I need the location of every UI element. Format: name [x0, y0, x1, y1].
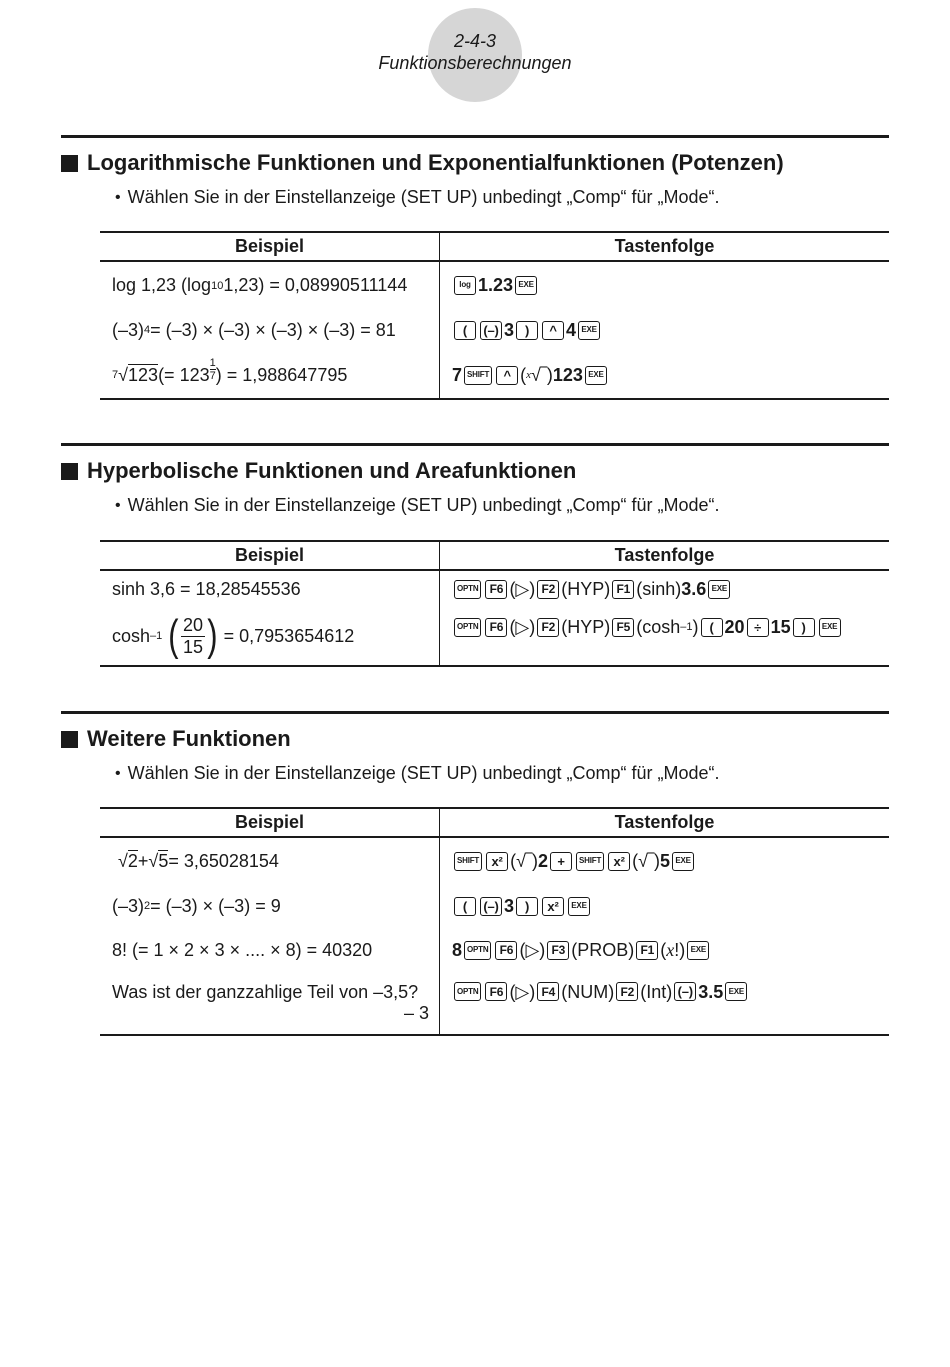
optn-key: OPTN — [454, 982, 481, 1001]
square-bullet-icon — [61, 463, 78, 480]
right-paren-key: ) — [516, 897, 538, 916]
section-note: Wählen Sie in der Einstellanzeige (SET UP) unbedingt „Comp“ für „Mode“. — [127, 495, 720, 515]
exe-key: EXE — [672, 852, 694, 871]
keys-row: ( (–) 3 ) x² EXE — [440, 884, 889, 928]
column-header-example: Beispiel — [100, 809, 440, 836]
section-hyperbolic: Hyperbolische Funktionen und Areafunktionen • Wählen Sie in der Einstellanzeige (SET UP) unbedingt „Comp“ für „Mode“. — [61, 443, 889, 516]
right-paren-key: ) — [793, 618, 815, 637]
section-note: Wählen Sie in der Einstellanzeige (SET UP) unbedingt „Comp“ für „Mode“. — [127, 187, 720, 207]
section-other: Weitere Funktionen • Wählen Sie in der Einstellanzeige (SET UP) unbedingt „Comp“ für „Mode“. — [61, 711, 889, 784]
power-key: ^ — [496, 366, 518, 385]
keys-row: log 1.23 EXE — [440, 262, 889, 308]
column-header-keys: Tastenfolge — [614, 812, 715, 832]
f6-key: F6 — [485, 618, 507, 637]
square-bullet-icon — [61, 731, 78, 748]
power-key: ^ — [542, 321, 564, 340]
keys-row: ( (–) 3 ) ^ 4 EXE — [440, 308, 889, 352]
plus-key: + — [550, 852, 572, 871]
f3-key: F3 — [547, 941, 569, 960]
f2-key: F2 — [537, 618, 559, 637]
column-header-example: Beispiel — [100, 233, 440, 260]
exe-key: EXE — [568, 897, 590, 916]
f4-key: F4 — [537, 982, 559, 1001]
divide-key: ÷ — [747, 618, 769, 637]
f6-key: F6 — [495, 941, 517, 960]
column-header-keys: Tastenfolge — [614, 545, 715, 565]
section-title: Logarithmische Funktionen und Exponentialfunktionen (Potenzen) — [87, 150, 784, 175]
example-row: sinh 3,6 = 18,28545536 — [112, 578, 301, 599]
log-key: log — [454, 276, 476, 295]
f6-key: F6 — [485, 580, 507, 599]
example-row: cosh –1 ( $\frac{20}{15}$ ) = 0,7953654612 — [112, 611, 355, 660]
right-paren-key: ) — [516, 321, 538, 340]
exe-key: EXE — [708, 580, 730, 599]
page-title: Funktionsberechnungen — [378, 53, 572, 73]
column-header-example: Beispiel — [100, 542, 440, 569]
example-row: log 1,23 (log 10 1,23) = 0,08990511144 — [112, 275, 408, 295]
f2-key: F2 — [537, 580, 559, 599]
negative-key: (–) — [480, 897, 502, 916]
keys-row: OPTN F6 (▷) F2 (HYP) F1 (sinh) 3.6 EXE — [440, 571, 889, 607]
example-row: √ 2 + √ 5 = 3,65028154 — [118, 850, 279, 871]
keys-row: 7 SHIFT ^ ( x √‾ ) 123 EXE — [440, 352, 889, 398]
example-row: 8! (= 1 × 2 × 3 × .... × 8) = 40320 — [112, 939, 373, 960]
keys-row: 8 OPTN F6 (▷) F3 (PROB) F1 ( x !) EXE — [440, 928, 889, 972]
section-title: Weitere Funktionen — [87, 726, 291, 751]
negative-key: (–) — [674, 982, 696, 1001]
page-number: 2-4-3 — [453, 31, 497, 51]
section-note: Wählen Sie in der Einstellanzeige (SET UP) unbedingt „Comp“ für „Mode“. — [127, 763, 720, 783]
section-title: Hyperbolische Funktionen und Areafunktionen — [87, 458, 577, 483]
square-key: x² — [542, 897, 564, 916]
section-logarithm: Logarithmische Funktionen und Exponentialfunktionen (Potenzen) • Wählen Sie in der Einstellanzeige (SET UP) unbedingt „Comp“ für „Mode“. — [61, 135, 889, 208]
table-other — [100, 807, 889, 1036]
example-row: Was ist der ganzzahlige Teil von –3,5? – 3 — [112, 982, 429, 1023]
exe-key: EXE — [725, 982, 747, 1001]
exe-key: EXE — [819, 618, 841, 637]
keys-row: OPTN F6 (▷) F2 (HYP) F5 (cosh –1 ) ( 20 ÷ 15 ) EXE — [440, 607, 889, 647]
shift-key: SHIFT — [454, 852, 482, 871]
shift-key: SHIFT — [576, 852, 604, 871]
optn-key: OPTN — [454, 580, 481, 599]
left-paren-key: ( — [454, 321, 476, 340]
exe-key: EXE — [687, 941, 709, 960]
square-bullet-icon — [61, 155, 78, 172]
table-hyperbolic — [100, 540, 889, 667]
example-row: 7 √ 123 (= 123 $\frac{1}{7}$ ) = 1,988647795 — [112, 356, 348, 385]
square-key: x² — [486, 852, 508, 871]
keys-row: OPTN F6 (▷) F4 (NUM) F2 (Int) (–) 3.5 EXE — [440, 972, 889, 1034]
exe-key: EXE — [585, 366, 607, 385]
left-paren-key: ( — [701, 618, 723, 637]
shift-key: SHIFT — [464, 366, 492, 385]
column-header-keys: Tastenfolge — [614, 236, 715, 256]
left-paren-key: ( — [454, 897, 476, 916]
optn-key: OPTN — [454, 618, 481, 637]
optn-key: OPTN — [464, 941, 491, 960]
page-header — [0, 0, 950, 110]
exe-key: EXE — [578, 321, 600, 340]
f1-key: F1 — [612, 580, 634, 599]
f5-key: F5 — [612, 618, 634, 637]
f6-key: F6 — [485, 982, 507, 1001]
square-key: x² — [608, 852, 630, 871]
negative-key: (–) — [480, 321, 502, 340]
keys-row: SHIFT x² (√‾) 2 + SHIFT x² (√‾) 5 EXE — [440, 838, 889, 884]
f1-key: F1 — [636, 941, 658, 960]
example-row: (–3) 4 = (–3) × (–3) × (–3) × (–3) = 81 — [112, 319, 396, 340]
f2-key: F2 — [616, 982, 638, 1001]
example-row: (–3) 2 = (–3) × (–3) = 9 — [112, 895, 281, 916]
exe-key: EXE — [515, 276, 537, 295]
table-logarithm — [100, 231, 889, 400]
